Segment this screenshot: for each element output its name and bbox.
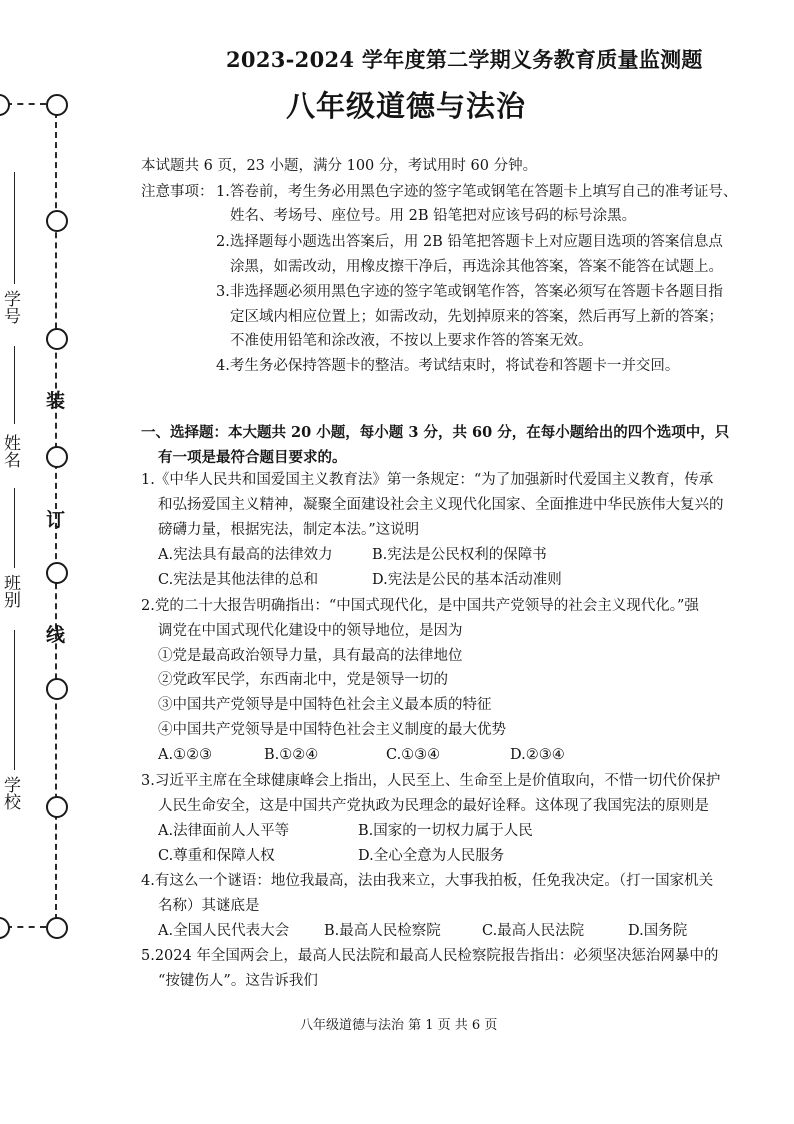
question-text: 4.有这么一个谜语：地位我最高，法由我来立，大事我拍板，任免我决定。（打一国家机关 (141, 873, 714, 889)
write-line-student-no (14, 172, 15, 284)
binding-hole (46, 796, 68, 818)
option-c: C.宪法是其他法律的总和 (158, 572, 319, 588)
binding-dashed-line-bottom (6, 926, 46, 928)
option-d: D.②③④ (510, 747, 565, 763)
binding-hole (46, 446, 68, 468)
question-text: 3.习近平主席在全球健康峰会上指出，人民至上、生命至上是价值取向，不惜一切代价保护 (141, 773, 721, 789)
option-a: A.①②③ (158, 747, 213, 763)
option-a: A.法律面前人人平等 (158, 823, 290, 839)
question-text: “按键伤人”。这告诉我们 (158, 973, 318, 989)
label-student-no: 学号 (0, 290, 20, 324)
option-b: B.①②④ (264, 747, 319, 763)
section-heading: 一、选择题：本大题共 20 小题，每小题 3 分，共 60 分，在每小题给出的四个选项中，只 (141, 424, 730, 441)
note-line: 1.答卷前，考生务必用黑色字迹的签字笔或钢笔在答题卡上填写自己的准考证号、 (216, 184, 738, 200)
label-school: 学校 (0, 776, 20, 810)
option-c: C.①③④ (386, 747, 441, 763)
binding-hole (46, 328, 68, 350)
page-footer: 八年级道德与法治 第 1 页 共 6 页 (300, 1018, 498, 1033)
option-c: C.尊重和保障人权 (158, 848, 275, 864)
binding-hole (46, 917, 68, 939)
option-a: A.全国人民代表大会 (158, 923, 290, 939)
note-line: 3.非选择题必须用黑色字迹的签字笔或钢笔作答，答案必须写在答题卡各题目指 (216, 284, 723, 300)
binding-mark-xian: 线 (46, 624, 66, 646)
section-heading-cont: 有一项是最符合题目要求的。 (158, 449, 347, 466)
option-d: D.国务院 (628, 923, 688, 939)
question-text: 人民生命安全，这是中国共产党执政为民理念的最好诠释。这体现了我国宪法的原则是 (158, 798, 709, 814)
question-text: 磅礴力量，根据宪法，制定本法。”这说明 (158, 522, 420, 538)
binding-hole (0, 917, 10, 939)
binding-hole (46, 562, 68, 584)
binding-dashed-line-top (6, 103, 46, 105)
binding-hole (0, 94, 10, 116)
binding-hole (46, 678, 68, 700)
option-d: D.宪法是公民的基本活动准则 (372, 572, 562, 588)
option-d: D.全心全意为人民服务 (358, 848, 505, 864)
binding-hole (46, 94, 68, 116)
statement-1: ①党是最高政治领导力量，具有最高的法律地位 (158, 648, 463, 664)
question-text: 调党在中国式现代化建设中的领导地位，是因为 (158, 623, 463, 639)
question-text: 名称）其谜底是 (158, 898, 260, 914)
notes-label: 注意事项： (141, 184, 214, 200)
option-b: B.最高人民检察院 (324, 923, 441, 939)
write-line-school (14, 630, 15, 770)
question-text: 2.党的二十大报告明确指出：“中国式现代化，是中国共产党领导的社会主义现代化。”强 (141, 598, 699, 614)
option-c: C.最高人民法院 (482, 923, 585, 939)
option-b: B.宪法是公民权利的保障书 (372, 547, 547, 563)
binding-hole (46, 210, 68, 232)
binding-mark-ding: 订 (46, 509, 66, 531)
exam-intro: 本试题共 6 页，23 小题，满分 100 分，考试用时 60 分钟。 (141, 158, 538, 174)
binding-mark-zhuang: 装 (46, 390, 66, 412)
statement-4: ④中国共产党领导是中国特色社会主义制度的最大优势 (158, 722, 506, 738)
note-line: 涂黑，如需改动，用橡皮擦干净后，再选涂其他答案，答案不能答在试题上。 (230, 259, 723, 275)
exam-title: 2023-2024 学年度第二学期义务教育质量监测题 (226, 47, 703, 72)
write-line-class (14, 488, 15, 568)
question-text: 1.《中华人民共和国爱国主义教育法》第一条规定：“为了加强新时代爱国主义教育，传承 (141, 472, 714, 488)
note-line: 4.考生务必保持答题卡的整洁。考试结束时，将试卷和答题卡一并交回。 (216, 358, 680, 374)
option-a: A.宪法具有最高的法律效力 (158, 547, 333, 563)
subject-title: 八年级道德与法治 (286, 89, 527, 123)
option-b: B.国家的一切权力属于人民 (358, 823, 533, 839)
label-name: 姓名 (0, 434, 20, 468)
note-line: 姓名、考场号、座位号。用 2B 铅笔把对应该号码的标号涂黑。 (230, 208, 637, 224)
question-text: 5.2024 年全国两会上，最高人民法院和最高人民检察院报告指出：必须坚决惩治网暴中的 (141, 948, 719, 964)
note-line: 定区域内相应位置上；如需改动，先划掉原来的答案，然后再写上新的答案； (230, 309, 723, 325)
question-text: 和弘扬爱国主义精神，凝聚全面建设社会主义现代化国家、全面推进中华民族伟大复兴的 (158, 497, 724, 513)
label-class: 班别 (0, 574, 20, 608)
note-line: 不准使用铅笔和涂改液，不按以上要求作答的答案无效。 (230, 333, 593, 349)
statement-3: ③中国共产党领导是中国特色社会主义最本质的特征 (158, 697, 492, 713)
note-line: 2.选择题每小题选出答案后，用 2B 铅笔把答题卡上对应题目选项的答案信息点 (216, 234, 723, 250)
write-line-name (14, 346, 15, 424)
statement-2: ②党政军民学，东西南北中，党是领导一切的 (158, 672, 448, 688)
